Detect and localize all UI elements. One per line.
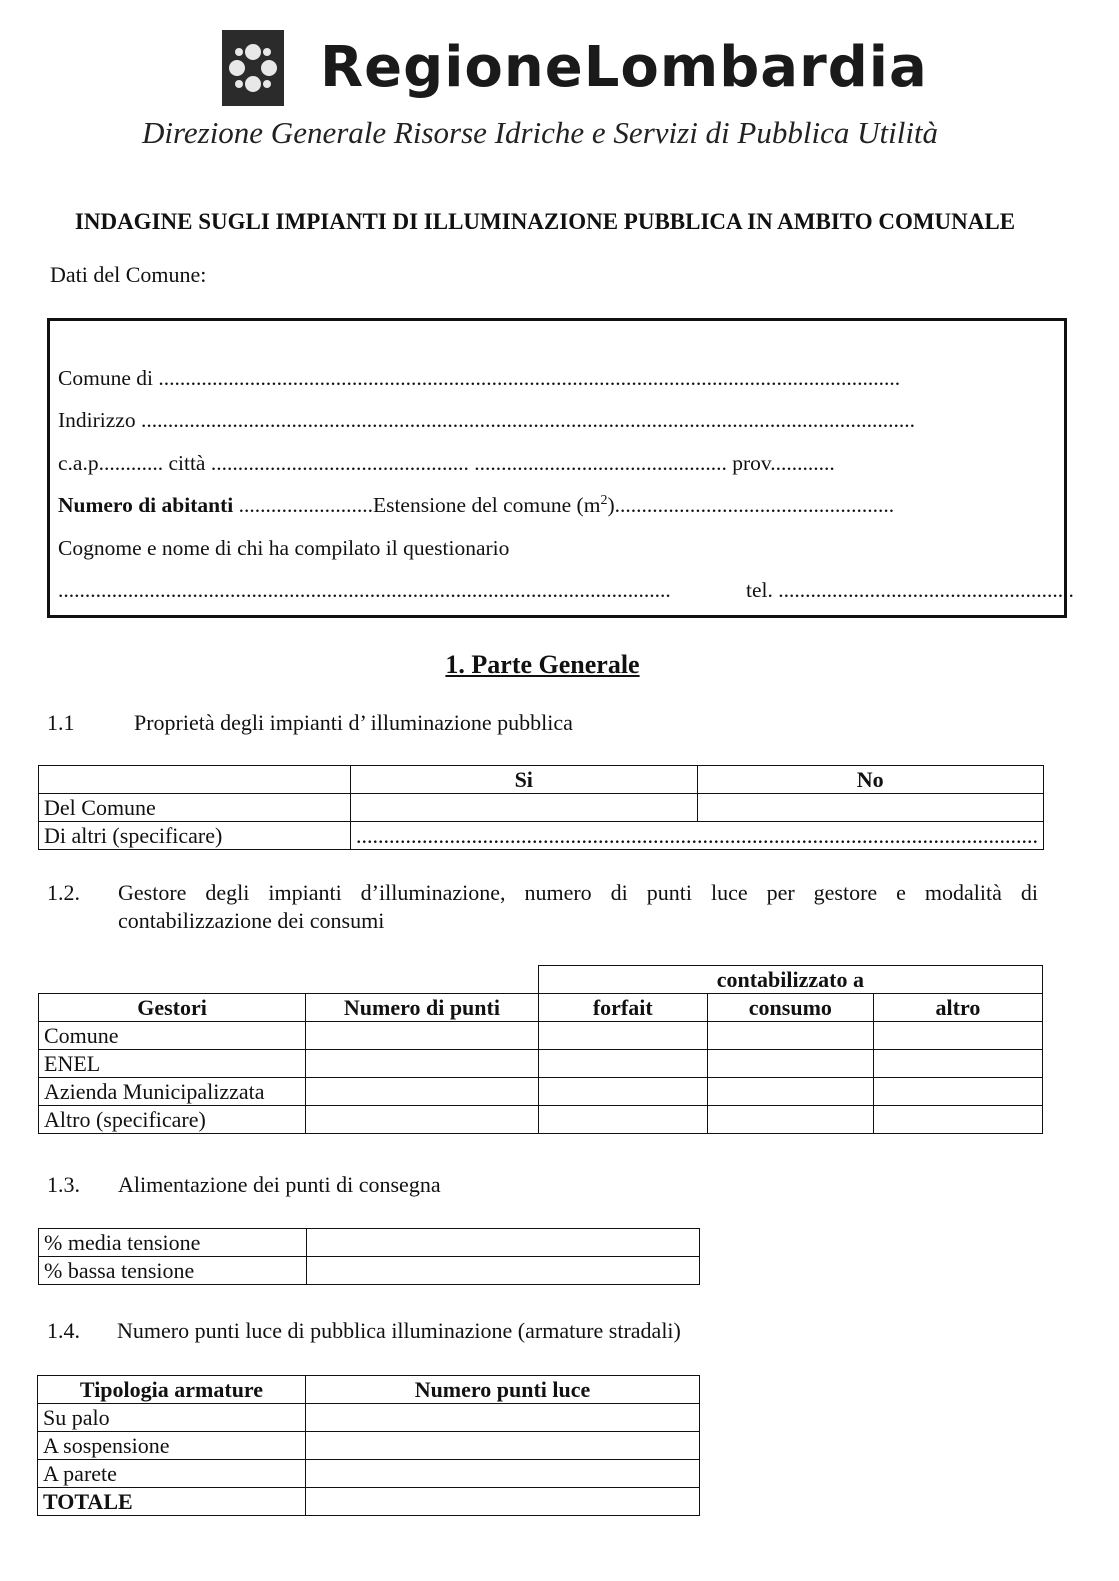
prov-label: prov. (732, 451, 776, 475)
table-row (38, 1460, 700, 1488)
numero-cell[interactable] (306, 1106, 539, 1134)
section-title: 1. Parte Generale (445, 650, 640, 679)
altro-cell[interactable] (873, 1106, 1042, 1134)
consumo-cell[interactable] (707, 1022, 873, 1050)
numero-cell[interactable] (306, 1078, 539, 1106)
specificare-cell[interactable]: ............................................................................................................................ (351, 822, 1044, 850)
forfait-cell[interactable] (538, 1050, 707, 1078)
compilatore-label: Cognome e nome di chi ha compilato il questionario (58, 536, 510, 560)
table-row (39, 1106, 1043, 1134)
table-row (39, 1050, 1043, 1078)
question-number: 1.2. (47, 880, 80, 905)
col-numero-punti-luce: Numero punti luce (306, 1376, 700, 1404)
armature-table (37, 1375, 700, 1516)
estensione-sup: 2 (600, 493, 608, 508)
col-tipologia: Tipologia armature (38, 1376, 306, 1404)
abitanti-estensione-field[interactable]: Numero di abitanti .........................Estensione del comune $(m^2)$.................................................... (58, 493, 895, 518)
value-cell[interactable] (307, 1229, 700, 1257)
contabilizzato-header: contabilizzato a (538, 966, 1042, 994)
table-row (39, 1022, 1043, 1050)
col-numero-punti: Numero di punti (306, 994, 539, 1022)
question-text: Numero punti luce di pubblica illuminazione (armature stradali) (117, 1318, 681, 1343)
document-title: INDAGINE SUGLI IMPIANTI DI ILLUMINAZIONE PUBBLICA IN AMBITO COMUNALE (74, 209, 1016, 234)
altro-cell[interactable] (873, 1050, 1042, 1078)
consumo-cell[interactable] (707, 1050, 873, 1078)
row-label: A sospensione (38, 1432, 306, 1460)
abitanti-label: Numero di abitanti (58, 493, 234, 518)
comune-data-box (47, 318, 1074, 618)
dati-comune-label: Dati del Comune: (50, 262, 207, 287)
table-row (38, 1404, 700, 1432)
gestori-table (38, 965, 1043, 1134)
row-label: ENEL (39, 1050, 306, 1078)
question-number: 1.3. (47, 1172, 80, 1197)
consumo-cell[interactable] (707, 1078, 873, 1106)
altro-cell[interactable] (873, 1078, 1042, 1106)
row-label: Comune (39, 1022, 306, 1050)
cap-citta-prov-field[interactable]: c.a.p............ città ................................................ ............................................... prov............ (58, 451, 835, 475)
consumo-cell[interactable] (707, 1106, 873, 1134)
col-gestori: Gestori (39, 994, 306, 1022)
row-label: Del Comune (39, 794, 351, 822)
si-cell[interactable] (351, 794, 698, 822)
numero-cell[interactable] (306, 1022, 539, 1050)
question-number: 1.1 (47, 710, 75, 735)
question-number: 1.4. (47, 1318, 80, 1343)
value-cell[interactable] (306, 1460, 700, 1488)
table-header-si: Si (351, 766, 698, 794)
row-label: A parete (38, 1460, 306, 1488)
row-label: Su palo (38, 1404, 306, 1432)
table-header-no: No (697, 766, 1044, 794)
value-cell[interactable] (306, 1432, 700, 1460)
proprieta-table (38, 765, 1044, 850)
tel-label: tel. (746, 578, 773, 602)
forfait-cell[interactable] (538, 1022, 707, 1050)
estensione-close: ) (607, 493, 615, 518)
table-row (39, 1078, 1043, 1106)
question-text: Alimentazione dei punti di consegna (118, 1172, 441, 1197)
col-altro: altro (873, 994, 1042, 1022)
comune-field[interactable] (58, 366, 900, 391)
comune-dots: .......................................................................................................................................... (158, 366, 901, 390)
question-text-line2: contabilizzazione dei consumi (118, 908, 385, 933)
indirizzo-label: Indirizzo (58, 408, 136, 432)
col-forfait: forfait (538, 994, 707, 1022)
comune-label: Comune di (58, 366, 153, 390)
row-label: % media tensione (39, 1229, 307, 1257)
value-cell[interactable] (307, 1257, 700, 1285)
table-row (38, 1488, 700, 1516)
table-row (39, 1229, 700, 1257)
table-header-empty (39, 766, 351, 794)
row-label: Di altri (specificare) (39, 822, 351, 850)
indirizzo-dots: ................................................................................................................................................ (140, 408, 915, 432)
estensione-label: Estensione del comune (m (372, 493, 601, 518)
row-label: % bassa tensione (39, 1257, 307, 1285)
row-label: Altro (specificare) (39, 1106, 306, 1134)
row-label: Azienda Municipalizzata (39, 1078, 306, 1106)
value-cell[interactable] (306, 1404, 700, 1432)
logo-text: RegioneLombardia (320, 35, 928, 100)
citta-label: città (168, 451, 206, 475)
indirizzo-field[interactable] (58, 408, 915, 433)
table-row (38, 1432, 700, 1460)
table-row (39, 1257, 700, 1285)
col-consumo: consumo (707, 994, 873, 1022)
compilatore-tel-field[interactable]: .................................................................................................................. tel. ....................................................... (58, 578, 1074, 602)
totale-cell[interactable] (306, 1488, 700, 1516)
question-text-line1: Gestore degli impianti d’illuminazione, numero di punti luce per gestore e modalità di (118, 880, 1038, 905)
no-cell[interactable] (697, 794, 1044, 822)
direzione-title: Direzione Generale Risorse Idriche e Servizi di Pubblica Utilità (141, 115, 939, 150)
cap-label: c.a.p. (58, 451, 104, 475)
alimentazione-table (38, 1228, 700, 1285)
table-row (39, 794, 1044, 822)
rosa-camuna-icon (222, 30, 284, 106)
header-logo (222, 30, 928, 106)
numero-cell[interactable] (306, 1050, 539, 1078)
altro-cell[interactable] (873, 1022, 1042, 1050)
forfait-cell[interactable] (538, 1078, 707, 1106)
forfait-cell[interactable] (538, 1106, 707, 1134)
totale-label: TOTALE (38, 1488, 306, 1516)
question-text: Proprietà degli impianti d’ illuminazione pubblica (134, 710, 573, 735)
table-row (39, 822, 1044, 850)
